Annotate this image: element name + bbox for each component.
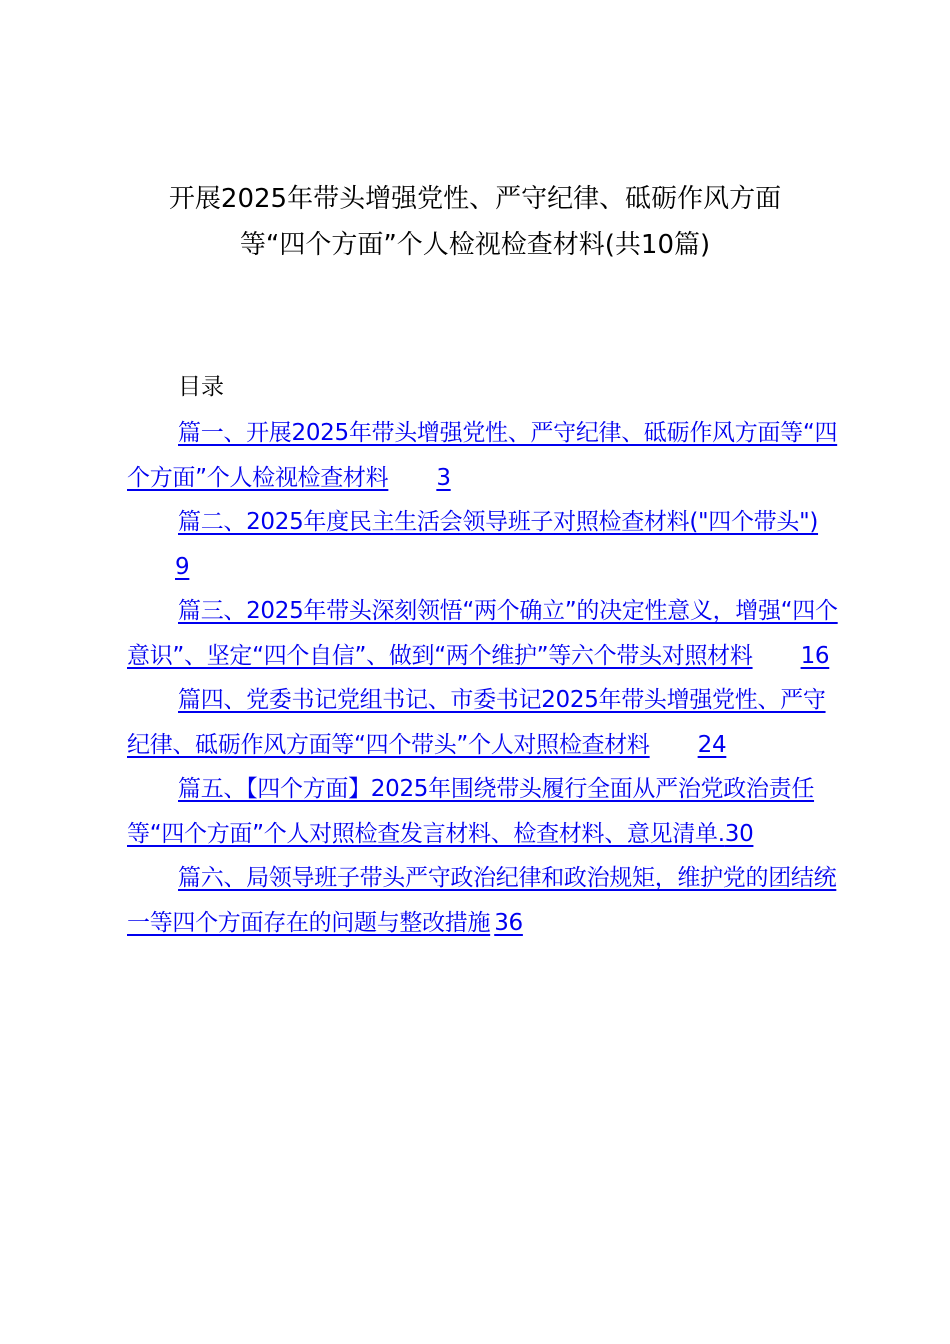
toc-entry-text: 篇四、党委书记党组书记、市委书记2025年带头增强党性、严守纪律、砥砺作风方面等“四个带头”个人对照检查材料 [127, 687, 826, 758]
toc-entry-4[interactable] [127, 678, 839, 767]
toc-entry-text: 篇二、2025年度民主生活会领导班子对照检查材料("四个带头") [178, 509, 819, 535]
toc-page-number: 30 [724, 820, 754, 847]
toc-entry-2[interactable] [127, 500, 839, 589]
toc-entry-text: 篇五、【四个方面】2025年围绕带头履行全面从严治党政治责任等“四个方面”个人对照检查发言材料、检查材料、意见清单. [127, 776, 815, 847]
toc-entry-5[interactable] [127, 767, 839, 856]
toc-page-number: 16 [800, 642, 830, 669]
toc-heading: 目录 [178, 374, 224, 400]
toc-page-number: 36 [494, 909, 523, 936]
toc-entry-text: 篇六、局领导班子带头严守政治纪律和政治规矩，维护党的团结统一等四个方面存在的问题与整改措施 [127, 865, 837, 936]
title-line-2: 等“四个方面”个人检视检查材料(共10篇) [239, 230, 711, 260]
toc-entry-3[interactable] [127, 589, 839, 678]
toc-entry-text: 篇三、2025年带头深刻领悟“两个确立”的决定性意义，增强“四个意识”、坚定“四个自信”、做到“两个维护”等六个带头对照材料 [127, 598, 838, 669]
toc-entry-1[interactable] [127, 411, 839, 500]
toc-page-number: 24 [697, 731, 727, 758]
toc-page-number: 3 [436, 464, 451, 491]
toc-entry-6[interactable] [127, 856, 839, 945]
toc-entry-text: 篇一、开展2025年带头增强党性、严守纪律、砥砺作风方面等“四个方面”个人检视检查材料 [127, 420, 838, 491]
toc-page-number: 9 [175, 553, 190, 580]
document-title [100, 176, 850, 268]
table-of-contents [127, 411, 839, 945]
title-line-1: 开展2025年带头增强党性、严守纪律、砥砺作风方面 [168, 184, 782, 214]
